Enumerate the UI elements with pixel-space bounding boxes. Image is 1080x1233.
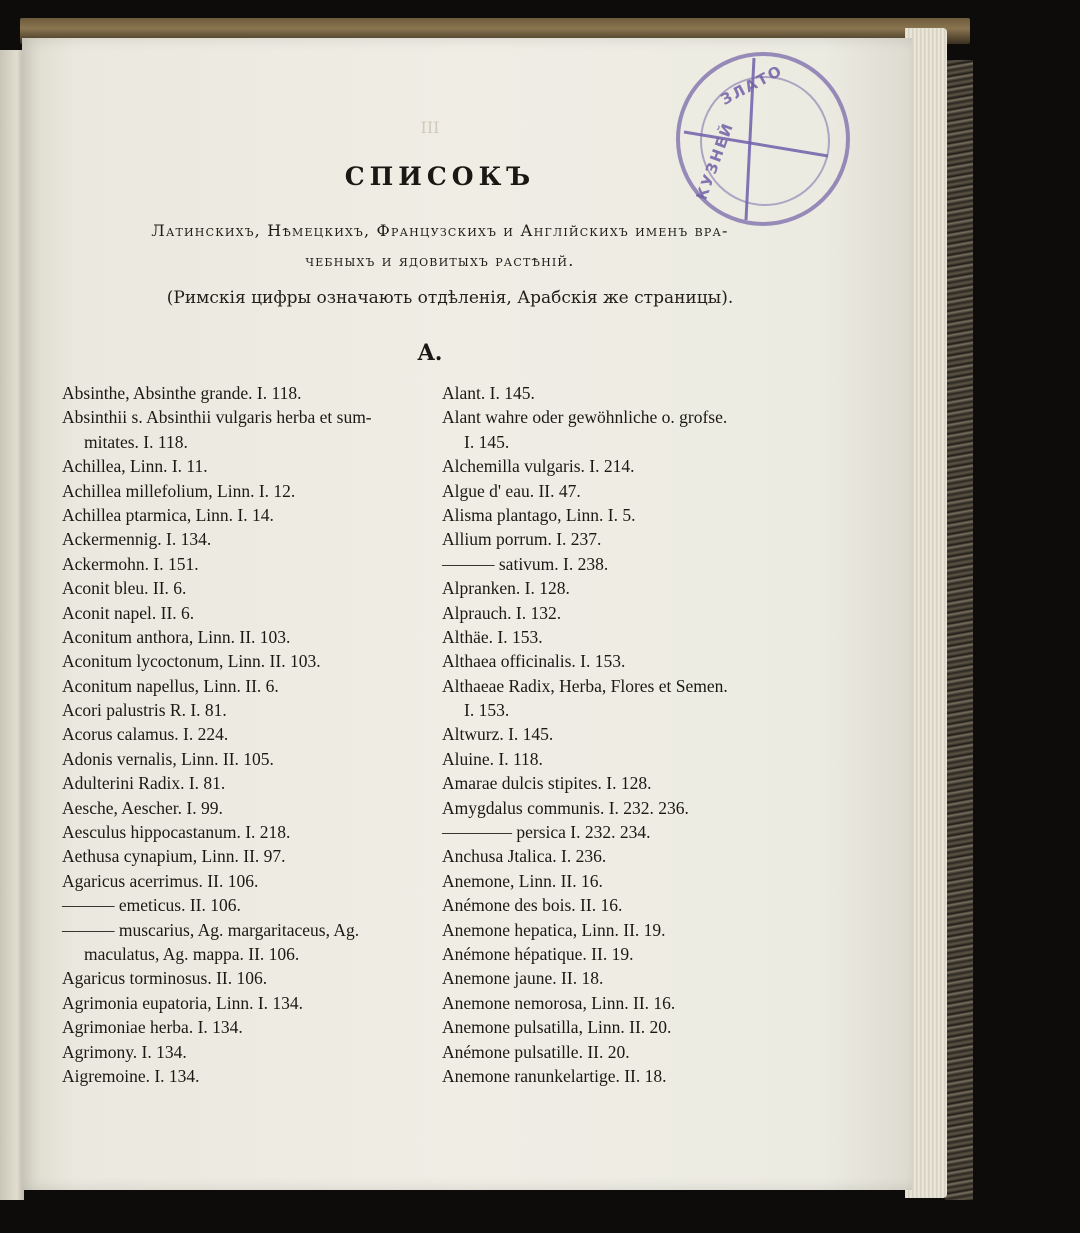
index-entry: ——— emeticus. II. 106. (62, 895, 241, 916)
index-entry: Aconit bleu. II. 6. (62, 578, 187, 599)
subtitle-line-1: Латинскихъ, Нѣмецкихъ, Французскихъ и Англійскихъ именъ вра- (151, 221, 729, 240)
left-page-edge (0, 50, 24, 1200)
index-entry: Agrimony. I. 134. (62, 1041, 187, 1062)
index-entry: Agrimonia eupatoria, Linn. I. 134. (62, 992, 304, 1013)
marbled-cover-edge (945, 60, 973, 1200)
index-entry: Ackermohn. I. 151. (62, 553, 199, 574)
index-entry: ——— sativum. I. 238. (442, 553, 609, 574)
subtitle-line-2: чебныхъ и ядовитыхъ растѣній. (305, 251, 575, 270)
index-entry: Aesculus hippocastanum. I. 218. (62, 822, 291, 843)
index-entry (442, 405, 822, 454)
index-entry (62, 405, 440, 454)
index-entry: Anemone jaune. II. 18. (442, 968, 604, 989)
index-entry: Anemone pulsatilla, Linn. II. 20. (442, 1017, 672, 1038)
index-entry (62, 918, 440, 967)
index-entry: Aigremoine. I. 134. (62, 1065, 200, 1086)
index-entry: Acorus calamus. I. 224. (62, 724, 229, 745)
index-entry: Ackermennig. I. 134. (62, 529, 212, 550)
index-entry: Althaea officinalis. I. 153. (442, 651, 626, 672)
numbering-note: (Римскія цифры означають отдѣленія, Арабскія же страницы). (166, 288, 734, 308)
library-stamp (676, 52, 850, 226)
index-entry (442, 674, 822, 723)
index-entry: Altwurz. I. 145. (442, 724, 554, 745)
index-entry: Anchusa Jtalica. I. 236. (442, 846, 607, 867)
index-entry-text: Absinthii s. Absinthii vulgaris herba et sum- (62, 407, 372, 428)
index-entry: Alpranken. I. 128. (442, 578, 570, 599)
section-letter: A. (417, 340, 443, 366)
index-entry: Anemone nemorosa, Linn. II. 16. (442, 992, 676, 1013)
index-entry: Aconit napel. II. 6. (62, 602, 195, 623)
index-entry: Agrimoniae herba. I. 134. (62, 1017, 243, 1038)
index-entry: ———— persica I. 232. 234. (442, 822, 651, 843)
page-subtitle (60, 216, 820, 276)
index-entry: Alant. I. 145. (442, 383, 535, 403)
index-entry: Adulterini Radix. I. 81. (62, 773, 226, 794)
index-entry: Achillea millefolium, Linn. I. 12. (62, 480, 296, 501)
page-title: СПИСОКЪ (344, 162, 536, 191)
index-entry: Adonis vernalis, Linn. II. 105. (62, 748, 274, 769)
index-entry: Allium porrum. I. 237. (442, 529, 602, 550)
index-entry-continuation: I. 145. (464, 431, 510, 452)
index-entry: Anémone des bois. II. 16. (442, 895, 623, 916)
stamp-text-top: ЗЛАТО (717, 61, 786, 109)
index-entry: Achillea ptarmica, Linn. I. 14. (62, 504, 274, 525)
index-entry: Anémone pulsatille. II. 20. (442, 1041, 630, 1062)
index-entry-text: Alant wahre oder gewöhnliche o. grofse. (442, 407, 728, 428)
index-entry: Anémone hépatique. II. 19. (442, 943, 634, 964)
index-entry: Agaricus torminosus. II. 106. (62, 968, 268, 989)
index-entry: Aesche, Aescher. I. 99. (62, 797, 223, 818)
index-entry-continuation: maculatus, Ag. mappa. II. 106. (84, 943, 300, 964)
index-entry: Aethusa cynapium, Linn. II. 97. (62, 846, 286, 867)
index-entry: Achillea, Linn. I. 11. (62, 456, 208, 477)
index-entry: Aconitum anthora, Linn. II. 103. (62, 626, 291, 647)
index-entry: Amarae dulcis stipites. I. 128. (442, 773, 652, 794)
index-entry: Althäe. I. 153. (442, 626, 543, 647)
index-entry: Anemone ranunkelartige. II. 18. (442, 1065, 667, 1086)
index-entry: Agaricus acerrimus. II. 106. (62, 870, 259, 891)
index-entry: Aconitum napellus, Linn. II. 6. (62, 675, 279, 696)
index-column-left (62, 381, 440, 1088)
index-entry-continuation: mitates. I. 118. (84, 431, 188, 452)
index-entry: Aconitum lycoctonum, Linn. II. 103. (62, 651, 321, 672)
folio-number: III (420, 118, 440, 137)
stamp-text-left: КУЗНЕЙ (692, 119, 738, 203)
index-entry: Anemone hepatica, Linn. II. 19. (442, 919, 666, 940)
index-entry: Alchemilla vulgaris. I. 214. (442, 456, 635, 477)
index-entry: Acori palustris R. I. 81. (62, 700, 227, 721)
index-entry: Absinthe, Absinthe grande. I. 118. (62, 383, 302, 403)
index-entry: Algue d' eau. II. 47. (442, 480, 581, 501)
index-entry: Amygdalus communis. I. 232. 236. (442, 797, 689, 818)
index-entry: Alisma plantago, Linn. I. 5. (442, 504, 636, 525)
index-entry-text: Althaeae Radix, Herba, Flores et Semen. (442, 675, 728, 696)
index-entry: Alprauch. I. 132. (442, 602, 562, 623)
index-entry-text: ——— muscarius, Ag. margaritaceus, Ag. (62, 919, 360, 940)
index-entry-continuation: I. 153. (464, 700, 510, 721)
index-entry: Anemone, Linn. II. 16. (442, 870, 603, 891)
index-column-right (442, 381, 822, 1088)
index-entry: Aluine. I. 118. (442, 748, 543, 769)
